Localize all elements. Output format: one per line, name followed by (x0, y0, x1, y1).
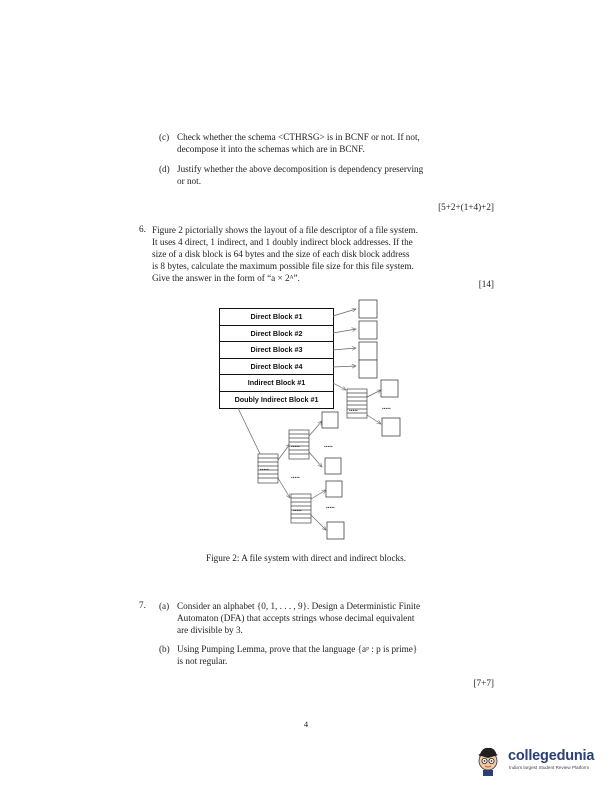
q7-b-label: (b) (159, 644, 170, 654)
arrow-indirect (333, 383, 346, 390)
q7-a-label: (a) (159, 601, 170, 611)
q6-line4: is 8 bytes, calculate the maximum possible file size for this file system. (152, 261, 414, 271)
ellipsis-1: ..... (349, 405, 358, 413)
q6-line3: size of a disk block is 64 bytes and the size of each disk block address (152, 249, 410, 259)
indirect-block-1: Indirect Block #1 (220, 375, 333, 392)
q6-line1: Figure 2 pictorially shows the layout of a file descriptor of a file system. (152, 225, 418, 235)
q7-marks: [7+7] (473, 678, 494, 688)
q5-marks: [5+2+(1+4)+2] (438, 202, 494, 212)
ellipsis-8: ..... (326, 502, 335, 510)
arrow-direct-2 (333, 329, 356, 333)
q5-c-label: (c) (159, 132, 170, 142)
arrow-direct-1 (333, 309, 356, 316)
arrow-doubly-indirect (238, 408, 262, 458)
q7-b-line2: is not regular. (177, 656, 228, 666)
direct-block-2: Direct Block #2 (220, 326, 333, 343)
direct-block-1: Direct Block #1 (220, 309, 333, 326)
ellipsis-2: ..... (382, 403, 391, 411)
data-block-2 (359, 321, 377, 339)
q5-d-line1: Justify whether the above decomposition is dependency preserving (177, 164, 424, 174)
q7-number: 7. (139, 600, 146, 610)
q6-number: 6. (139, 224, 146, 234)
ellipsis-5: ..... (291, 441, 300, 449)
ellipsis-4: ..... (260, 464, 269, 472)
q5-c-line1: Check whether the schema <CTHRSG> is in BCNF or not. If not, (177, 132, 420, 142)
arrow-direct-4 (333, 366, 356, 367)
data-block-1 (359, 300, 377, 318)
q6-marks: [14] (478, 279, 494, 289)
ellipsis-6: ..... (291, 472, 300, 480)
brand-name: collegedunia (508, 748, 595, 764)
q7-a-line3: are divisible by 3. (177, 625, 243, 635)
data-block-4 (359, 360, 377, 378)
page-number: 4 (303, 719, 309, 729)
direct-block-3: Direct Block #3 (220, 342, 333, 359)
q5-d-label: (d) (159, 164, 170, 174)
q7-b-line1: Using Pumping Lemma, prove that the language {aᵖ : p is prime} (177, 644, 418, 654)
q6-line2: It uses 4 direct, 1 indirect, and 1 doubly indirect block addresses. If the (152, 237, 413, 247)
ellipsis-3: ..... (324, 441, 333, 449)
q5-d-line2: or not. (177, 176, 201, 186)
arrow-direct-3 (333, 348, 356, 350)
q7-a-line1: Consider an alphabet {0, 1, . . . , 9}. Design a Deterministic Finite (177, 601, 421, 611)
doubly-indirect-block-1: Doubly Indirect Block #1 (234, 394, 319, 404)
q6-line5: Give the answer in the form of “a × 2ᴬ”. (152, 273, 300, 283)
q7-a-line2: Automaton (DFA) that accepts strings whose decimal equivalent (177, 613, 415, 623)
ellipsis-7: ..... (293, 505, 302, 513)
figure-caption: Figure 2: A file system with direct and indirect blocks. (205, 553, 407, 563)
data-block-3 (359, 342, 377, 360)
q5-c-line2: decompose it into the schemas which are in BCNF. (177, 144, 365, 154)
brand-tagline: India's largest Student Review Platform (509, 765, 590, 770)
indirect-index-block (347, 389, 367, 418)
direct-block-4: Direct Block #4 (220, 359, 333, 376)
